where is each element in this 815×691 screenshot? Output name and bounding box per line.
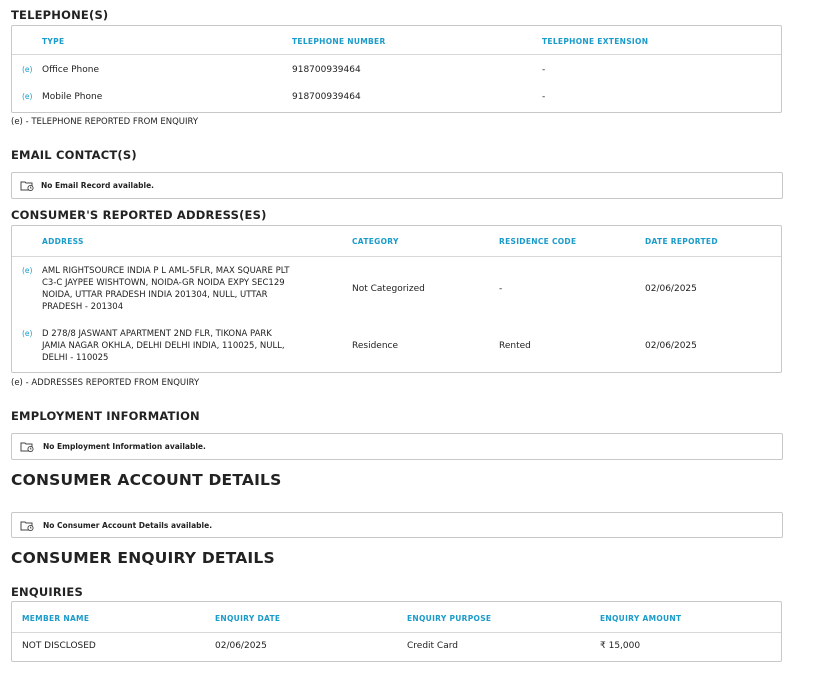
addresses-table <box>11 225 782 373</box>
enquiry-tag: (e) <box>22 266 33 275</box>
address-line: NOIDA, UTTAR PRADESH INDIA 201304, NULL, UTTAR <box>42 290 268 300</box>
enquiry-purpose: Credit Card <box>407 641 458 651</box>
folder-clock-icon <box>20 180 34 191</box>
address-line: D 278/8 JASWANT APARTMENT 2ND FLR, TIKONA PARK <box>42 329 272 339</box>
address-text <box>42 328 285 364</box>
address-date-reported: 02/06/2025 <box>645 284 697 294</box>
address-category: Not Categorized <box>352 284 425 294</box>
col-telephone-extension: TELEPHONE EXTENSION <box>542 37 649 46</box>
telephones-table <box>11 25 782 113</box>
enquiry-details-title: CONSUMER ENQUIRY DETAILS <box>11 549 275 567</box>
address-line: C3-C JAYPEE WISHTOWN, NOIDA-GR NOIDA EXPY SEC129 <box>42 278 285 288</box>
header-divider <box>12 256 781 257</box>
address-residence-code: Rented <box>499 341 531 351</box>
col-telephone-number: TELEPHONE NUMBER <box>292 37 386 46</box>
address-date-reported: 02/06/2025 <box>645 341 697 351</box>
employment-title: EMPLOYMENT INFORMATION <box>11 409 200 423</box>
address-line: JAMIA NAGAR OKHLA, DELHI DELHI INDIA, 110025, NULL, <box>42 341 285 351</box>
col-date-reported: DATE REPORTED <box>645 237 718 246</box>
enquiry-amount: ₹ 15,000 <box>600 641 641 651</box>
col-member-name: MEMBER NAME <box>22 614 90 623</box>
phone-number: 918700939464 <box>292 65 361 75</box>
telephones-footnote: (e) - TELEPHONE REPORTED FROM ENQUIRY <box>11 117 199 127</box>
phone-type: Office Phone <box>42 65 100 75</box>
email-empty-message: No Email Record available. <box>41 181 155 190</box>
phone-number: 918700939464 <box>292 92 361 102</box>
col-residence-code: RESIDENCE CODE <box>499 237 577 246</box>
address-category: Residence <box>352 341 399 351</box>
email-title: EMAIL CONTACT(S) <box>11 148 137 162</box>
account-details-title: CONSUMER ACCOUNT DETAILS <box>11 471 282 489</box>
folder-clock-icon <box>20 520 34 531</box>
enquiry-tag: (e) <box>22 329 33 338</box>
col-enquiry-purpose: ENQUIRY PURPOSE <box>407 614 492 623</box>
telephones-title: TELEPHONE(S) <box>11 8 109 22</box>
table-row <box>12 327 781 367</box>
col-enquiry-amount: ENQUIRY AMOUNT <box>600 614 682 623</box>
enquiries-table <box>11 601 782 662</box>
col-address: ADDRESS <box>42 237 84 246</box>
employment-empty-message: No Employment Information available. <box>43 442 206 451</box>
table-row <box>12 64 781 80</box>
phone-type: Mobile Phone <box>42 92 103 102</box>
enquiry-tag: (e) <box>22 65 33 74</box>
address-text <box>42 265 289 313</box>
phone-extension: - <box>542 92 546 102</box>
address-line: DELHI - 110025 <box>42 353 109 363</box>
enquiry-date: 02/06/2025 <box>215 641 267 651</box>
address-residence-code: - <box>499 284 503 294</box>
account-empty-message: No Consumer Account Details available. <box>43 521 213 530</box>
employment-empty-panel <box>11 433 783 460</box>
address-line: PRADESH - 201304 <box>42 302 124 312</box>
table-row <box>12 264 781 316</box>
table-row <box>12 91 781 107</box>
enquiries-subtitle: ENQUIRIES <box>11 585 83 599</box>
member-name: NOT DISCLOSED <box>22 641 96 651</box>
table-row <box>12 640 781 656</box>
col-type: TYPE <box>42 37 65 46</box>
addresses-footnote: (e) - ADDRESSES REPORTED FROM ENQUIRY <box>11 378 200 388</box>
account-empty-panel <box>11 512 783 538</box>
enquiry-tag: (e) <box>22 92 33 101</box>
col-category: CATEGORY <box>352 237 399 246</box>
header-divider <box>12 632 781 633</box>
col-enquiry-date: ENQUIRY DATE <box>215 614 281 623</box>
phone-extension: - <box>542 65 546 75</box>
addresses-title: CONSUMER'S REPORTED ADDRESS(ES) <box>11 208 267 222</box>
folder-clock-icon <box>20 441 34 452</box>
address-line: AML RIGHTSOURCE INDIA P L AML-5FLR, MAX SQUARE PLT <box>42 266 290 276</box>
header-divider <box>12 54 781 55</box>
email-empty-panel <box>11 172 783 199</box>
